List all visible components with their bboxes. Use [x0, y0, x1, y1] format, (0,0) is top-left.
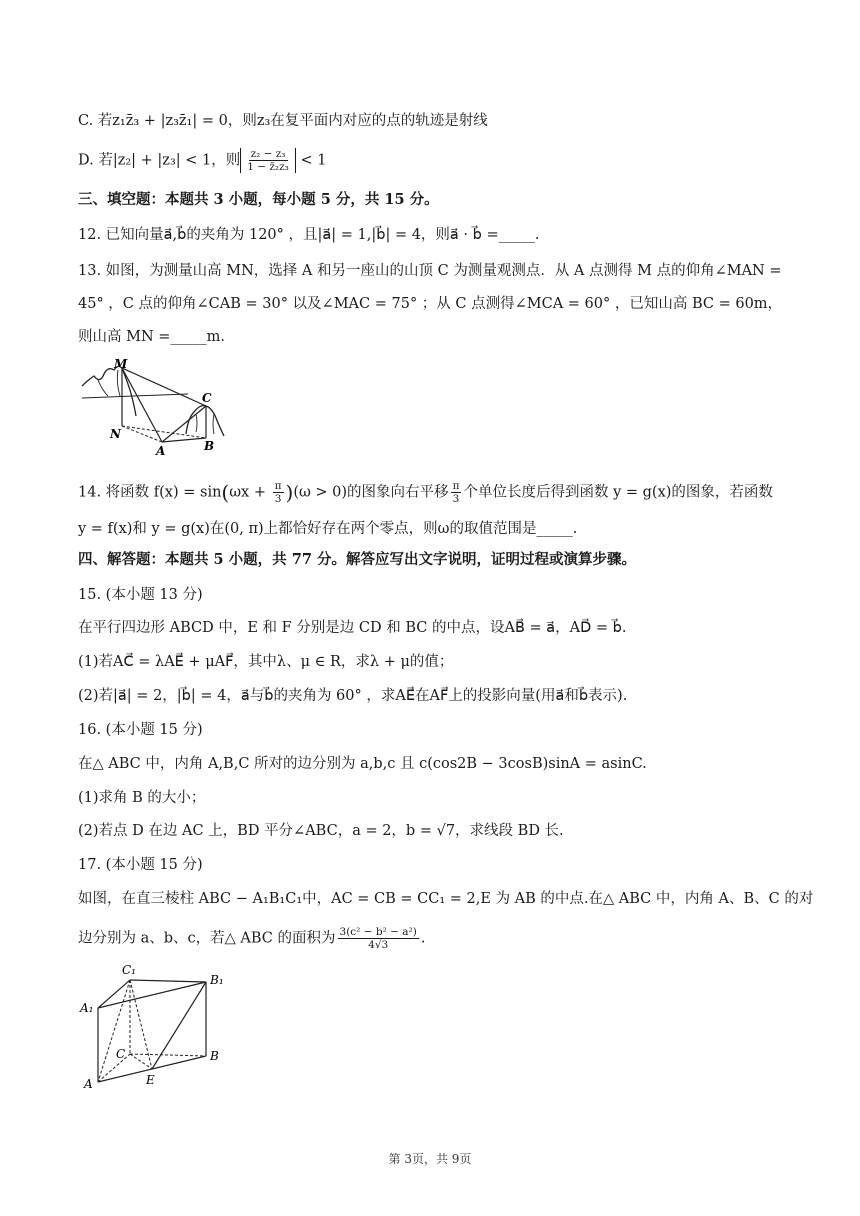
option-d-fraction-den: 1 − z̄₂z₃	[247, 161, 289, 173]
label-N: N	[110, 427, 121, 441]
question-17-stem-line1: 如图，在直三棱柱 ABC − A₁B₁C₁中，AC = CB = CC₁ = 2,E 为 AB 的中点.在△ ABC 中，内角 A、B、C 的对	[78, 891, 814, 907]
option-d-fraction	[245, 148, 291, 173]
question-14-line2: y = f(x)和 y = g(x)在(0, π)上都恰好存在两个零点，则ω的取值范围是_____.	[78, 521, 578, 537]
section-4-heading: 四、解答题：本题共 5 小题，共 77 分。解答应写出文字说明，证明过程或演算步骤。	[78, 551, 636, 568]
question-12: 12. 已知向量a⃗,b⃗的夹角为 120° ，且|a⃗| = 1,|b⃗| = 4，则a⃗ · b⃗ =_____.	[78, 227, 540, 243]
mountain-left-outline	[82, 366, 136, 416]
label-C: C	[202, 391, 212, 405]
q14-pi-fraction-2	[451, 480, 462, 505]
question-17-title: 17. (本小题 15 分)	[78, 857, 203, 873]
q17-line2-prefix: 边分别为 a、b、c，若△ ABC 的面积为	[78, 930, 336, 947]
q14-suffix: 个单位长度后得到函数 y = g(x)的图象，若函数	[463, 484, 773, 501]
edge-C1-B1	[130, 980, 206, 982]
question-13-line1: 13. 如图，为测量山高 MN，选择 A 和另一座山的山顶 C 为测量观测点．从 A 点测得 M 点的仰角∠MAN =	[78, 263, 782, 279]
edge-C-B	[130, 1054, 206, 1056]
line-NB	[122, 426, 206, 438]
edge-C1-E	[130, 980, 152, 1069]
option-d-fraction-num: z₂ − z₃	[250, 148, 286, 160]
label-E: E	[146, 1073, 155, 1087]
q14-pi-fraction-1	[273, 480, 284, 505]
mountain-right-outline	[186, 406, 224, 436]
label-C1: C₁	[122, 963, 136, 977]
q14-arg: ωx +	[229, 484, 271, 501]
label-A: A	[156, 444, 166, 456]
q14-prefix: 14. 将函数 f(x) = sin	[78, 484, 222, 501]
prism-figure	[78, 960, 238, 1090]
line-AB	[162, 438, 206, 442]
edge-A1-B1	[98, 982, 206, 1008]
option-c: C. 若z₁z̄₃ + |z₃z̄₁| = 0，则z₃在复平面内对应的点的轨迹是射线	[78, 113, 488, 129]
line-MA	[122, 368, 162, 442]
label-B1: B₁	[210, 973, 224, 987]
ground-line	[82, 394, 188, 398]
section-3-heading: 三、填空题：本题共 3 小题，每小题 5 分，共 15 分。	[78, 191, 439, 208]
edge-C1-A	[98, 980, 130, 1082]
question-15-stem: 在平行四边形 ABCD 中，E 和 F 分别是边 CD 和 BC 的中点，设AB⃗ = a⃗，AD⃗ = b⃗.	[78, 620, 627, 636]
option-d-suffix: < 1	[300, 152, 327, 169]
option-d	[78, 148, 326, 173]
label-B: B	[204, 439, 215, 453]
mountain-figure	[78, 356, 228, 456]
question-15-part2: (2)若|a⃗| = 2，|b⃗| = 4，a⃗与b⃗的夹角为 60° ，求AE⃗在AF⃗上的投影向量(用a⃗和b⃗表示).	[78, 688, 628, 704]
q14-pi-num-1: π	[274, 480, 282, 492]
mountain-left-ridge	[98, 370, 120, 396]
option-d-prefix: D. 若|z₂| + |z₃| < 1，则	[78, 152, 241, 169]
q17-line2-suffix: .	[420, 930, 426, 947]
q14-pi-den-1: 3	[274, 493, 282, 505]
line-AC	[162, 406, 206, 442]
label-M: M	[114, 357, 128, 371]
question-16-stem: 在△ ABC 中，内角 A,B,C 所对的边分别为 a,b,c 且 c(cos2B − 3cosB)sinA = asinC.	[78, 756, 647, 772]
line-MC	[122, 368, 206, 406]
q14-mid: (ω > 0)的图象向右平移	[293, 484, 449, 501]
question-16-part1: (1)求角 B 的大小；	[78, 790, 206, 806]
question-15-title: 15. (本小题 13 分)	[78, 587, 203, 603]
mountain-right-detail	[196, 414, 214, 434]
option-d-abs	[240, 148, 296, 173]
question-17-stem-line2	[78, 926, 425, 951]
question-15-part1: (1)若AC⃗ = λAE⃗ + μAF⃗，其中λ、μ ∈ R，求λ + μ的值；	[78, 654, 454, 670]
question-13-line2: 45° ，C 点的仰角∠CAB = 30° 以及∠MAC = 75° ；从 C 点测得∠MCA = 60° ，已知山高 BC = 60m，	[78, 296, 783, 312]
page-footer: 第 3页，共 9页	[388, 1152, 472, 1166]
label-A1: A₁	[80, 1001, 94, 1015]
edge-C-E	[130, 1054, 152, 1069]
q17-area-fraction	[338, 926, 419, 951]
question-13-line3: 则山高 MN =_____m.	[78, 329, 226, 345]
q17-frac-den: 4√3	[368, 939, 389, 951]
q14-pi-den-2: 3	[452, 493, 460, 505]
label-C: C	[116, 1047, 126, 1061]
label-B: B	[210, 1049, 219, 1063]
question-16-title: 16. (本小题 15 分)	[78, 722, 203, 738]
q17-frac-num: 3(c² − b² − a²)	[339, 926, 417, 938]
question-14-line1: 14. 将函数 f(x) = sin(ωx + $\frac{\pi}{3}$ )(ω > 0)的图象向右平移 $\frac{\pi}{3}$ 个单位长度后得到函数 y = g(x)的图象，若函数	[78, 480, 773, 505]
label-A: A	[84, 1077, 93, 1090]
question-16-part2: (2)若点 D 在边 AC 上，BD 平分∠ABC，a = 2，b = √7，求线段 BD 长.	[78, 823, 564, 839]
q14-pi-num-2: π	[452, 480, 460, 492]
